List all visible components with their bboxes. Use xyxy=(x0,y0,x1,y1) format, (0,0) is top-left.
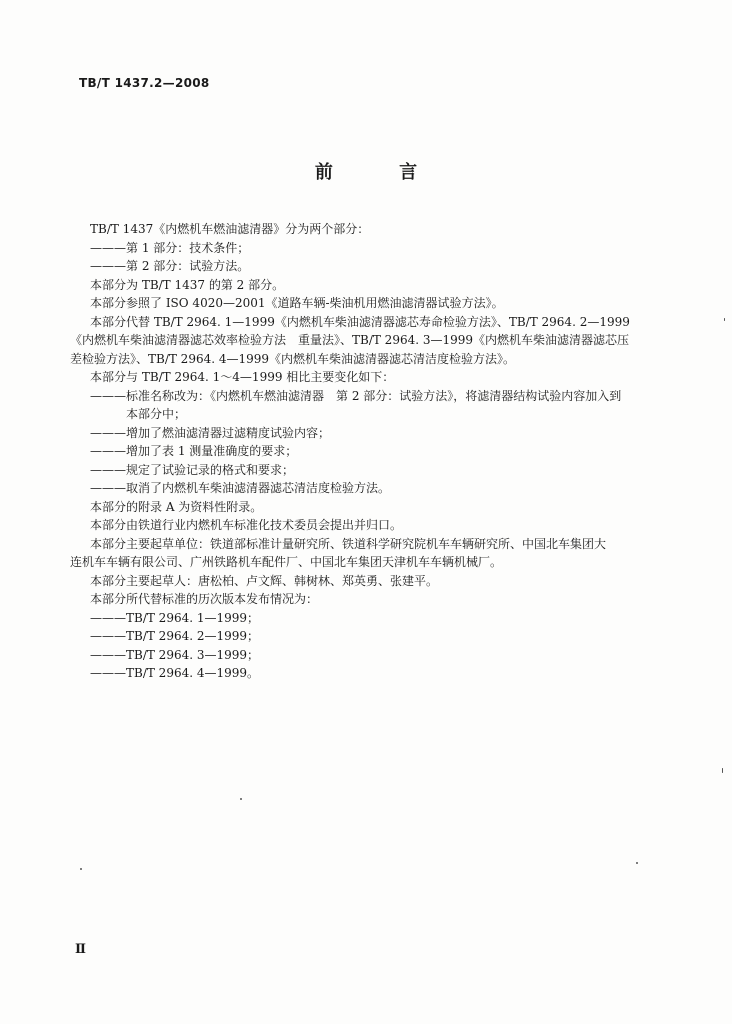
text-line: 本部分代替 TB/T 2964. 1—1999《内燃机车柴油滤清器滤芯寿命检验方法》、TB/T 2964. 2—1999 xyxy=(90,314,630,329)
foreword-body xyxy=(70,220,660,683)
text-line: ———第 2 部分：试验方法。 xyxy=(90,259,250,273)
text-line: 本部分为 TB/T 1437 的第 2 部分。 xyxy=(90,277,285,292)
text-line: 差检验方法》、TB/T 2964. 4—1999《内燃机车柴油滤清器滤芯清洁度检验方法》。 xyxy=(70,351,516,366)
text-line: 本部分参照了 ISO 4020—2001《道路车辆-柴油机用燃油滤清器试验方法》。 xyxy=(90,296,504,310)
text-line: 本部分的附录 A 为资料性附录。 xyxy=(90,499,263,514)
text-line: ———增加了燃油滤清器过滤精度试验内容； xyxy=(90,425,331,440)
scan-speck xyxy=(722,768,723,773)
scan-speck xyxy=(80,868,82,870)
text-line: 本部分所代替标准的历次版本发布情况为： xyxy=(90,592,319,606)
text-line: ———增加了表 1 测量准确度的要求； xyxy=(90,444,298,458)
text-line: ———标准名称改为：《内燃机车燃油滤清器 第 2 部分：试验方法》，将滤清器结构试验内容加入到 xyxy=(90,388,622,403)
text-line: ———TB/T 2964. 1—1999； xyxy=(90,610,260,625)
text-line: 本部分由铁道行业内燃机车标准化技术委员会提出并归口。 xyxy=(90,518,403,532)
text-line: 本部分与 TB/T 2964. 1～4—1999 相比主要变化如下： xyxy=(90,370,395,384)
scan-speck xyxy=(240,798,242,800)
text-line: 《内燃机车柴油滤清器滤芯效率检验方法 重量法》、TB/T 2964. 3—1999《内燃机车柴油滤清器滤芯压 xyxy=(70,333,630,347)
text-line: ———规定了试验记录的格式和要求； xyxy=(90,462,295,477)
text-line: ———取消了内燃机车柴油滤清器滤芯清洁度检验方法。 xyxy=(90,481,391,495)
text-line: ———第 1 部分：技术条件； xyxy=(90,240,250,255)
page-number: Ⅱ xyxy=(75,942,86,957)
scan-speck xyxy=(724,318,725,321)
text-line: 本部分主要起草人：唐松柏、卢文辉、韩树林、郑英勇、张建平。 xyxy=(90,573,439,588)
page-title: 前 言 xyxy=(314,162,448,183)
text-line: 本部分主要起草单位：铁道部标准计量研究所、铁道科学研究院机车车辆研究所、中国北车集团大 xyxy=(90,536,607,551)
text-line: 本部分中； xyxy=(126,407,187,421)
scan-speck xyxy=(636,862,638,864)
text-line: ———TB/T 2964. 4—1999。 xyxy=(90,666,260,680)
text-line: TB/T 1437《内燃机车燃油滤清器》分为两个部分： xyxy=(90,222,370,236)
standard-number-header: TB/T 1437.2—2008 xyxy=(79,76,210,90)
text-line: 连机车车辆有限公司、广州铁路机车配件厂、中国北车集团天津机车车辆机械厂。 xyxy=(70,555,503,569)
text-line: ———TB/T 2964. 3—1999； xyxy=(90,647,260,662)
text-line: ———TB/T 2964. 2—1999； xyxy=(90,629,260,643)
